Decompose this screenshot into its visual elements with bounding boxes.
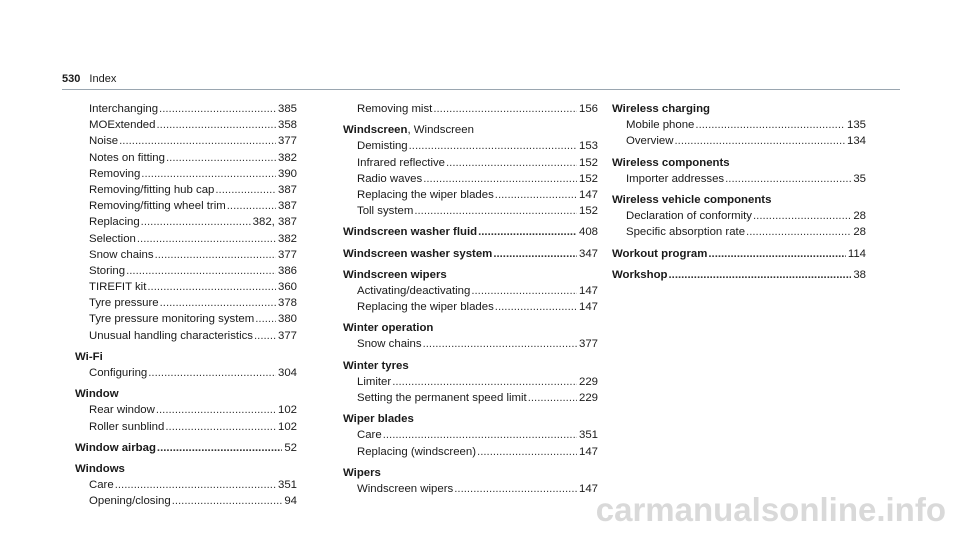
- watermark: carmanualsonline.info: [595, 491, 946, 528]
- page-reference: 360: [277, 281, 297, 294]
- page-reference: 102: [277, 404, 297, 417]
- index-heading: [343, 224, 598, 240]
- dot-leader: [674, 133, 845, 149]
- dot-leader: [126, 263, 276, 279]
- page-reference: 377: [277, 135, 297, 148]
- entry-label: Removing: [89, 167, 141, 180]
- entry-label: Windscreen wipers: [343, 268, 447, 281]
- entry-label: Notes on fitting: [89, 151, 165, 164]
- entry-label-suffix: , Windscreen: [407, 124, 474, 137]
- index-heading: [612, 155, 866, 171]
- entry-label: Setting the permanent speed limit: [357, 392, 527, 404]
- dot-leader: [668, 267, 851, 283]
- page-reference: 38: [853, 268, 866, 281]
- index-heading: [612, 246, 866, 262]
- entry-label: Rear window: [89, 404, 155, 417]
- entry-label: Removing/fitting hub cap: [89, 183, 215, 196]
- index-entry: [343, 187, 598, 203]
- page-reference: 347: [578, 247, 598, 260]
- entry-label: Infrared reflective: [357, 156, 445, 169]
- index-entry: [75, 101, 297, 117]
- entry-label: Winter tyres: [343, 359, 409, 372]
- page-reference: 408: [578, 226, 598, 239]
- entry-label: Wi-Fi: [75, 350, 103, 363]
- page-reference: 229: [578, 375, 598, 388]
- entry-label: Tyre pressure: [89, 297, 159, 310]
- page-reference: 28: [853, 226, 866, 239]
- entry-label: Storing: [89, 264, 126, 277]
- entry-label: Windscreen: [343, 124, 408, 137]
- index-heading: [343, 246, 598, 262]
- dot-leader: [423, 336, 577, 352]
- dot-leader: [148, 365, 276, 381]
- index-entry: [75, 133, 297, 149]
- dot-leader: [155, 247, 276, 263]
- index-heading: [75, 440, 297, 456]
- index-heading: [343, 411, 598, 427]
- entry-label: Tyre pressure monitoring system: [89, 313, 255, 326]
- entry-label: Replacing the wiper blades: [357, 301, 494, 314]
- index-entry: [75, 419, 297, 435]
- page-reference: 229: [578, 392, 598, 404]
- index-entry: [343, 283, 598, 299]
- entry-label: Opening/closing: [89, 495, 171, 508]
- page-reference: 114: [847, 247, 866, 260]
- dot-leader: [495, 299, 577, 315]
- dot-leader: [746, 224, 851, 240]
- index-entry: [343, 101, 598, 117]
- entry-label: Declaration of conformity: [626, 210, 752, 223]
- index-entry: [343, 336, 598, 352]
- dot-leader: [254, 328, 276, 344]
- dot-leader: [433, 101, 577, 117]
- index-column-3: [612, 101, 866, 283]
- entry-label: Wireless components: [612, 156, 730, 169]
- dot-leader: [708, 246, 845, 262]
- index-entry: [75, 247, 297, 263]
- index-entry: [343, 171, 598, 187]
- page-reference: 351: [277, 479, 297, 492]
- dot-leader: [141, 214, 251, 230]
- page-reference: 94: [284, 495, 297, 508]
- page-reference: 382: [277, 232, 297, 245]
- index-heading: [75, 386, 297, 402]
- dot-leader: [160, 295, 276, 311]
- dot-leader: [725, 171, 851, 187]
- section-title: Index: [89, 73, 117, 85]
- dot-leader: [255, 311, 276, 327]
- entry-label: Wireless charging: [612, 103, 711, 115]
- dot-leader: [409, 138, 577, 154]
- dot-leader: [166, 150, 276, 166]
- entry-label: Removing mist: [357, 103, 433, 115]
- page-number: 530: [62, 73, 81, 85]
- entry-label: Window airbag: [75, 441, 156, 454]
- index-heading: [343, 358, 598, 374]
- entry-label: Snow chains: [357, 338, 422, 351]
- entry-label: MOExtended: [89, 119, 156, 132]
- index-heading: [343, 267, 598, 283]
- page-reference: 156: [578, 103, 598, 115]
- entry-label: TIREFIT kit: [89, 281, 147, 294]
- page-reference: 390: [277, 167, 297, 180]
- entry-label: Winter operation: [343, 322, 434, 335]
- index-heading: [343, 122, 598, 138]
- page-reference: 147: [578, 301, 598, 314]
- entry-label: Unusual handling characteristics: [89, 329, 253, 342]
- dot-leader: [157, 440, 282, 456]
- page-reference: 147: [578, 482, 598, 495]
- index-entry: [343, 427, 598, 443]
- dot-leader: [753, 208, 851, 224]
- index-entry: [343, 444, 598, 460]
- entry-label: Snow chains: [89, 248, 154, 261]
- dot-leader: [477, 444, 577, 460]
- index-entry: [75, 182, 297, 198]
- index-heading: [75, 461, 297, 477]
- page-reference: 52: [284, 441, 297, 454]
- index-entry: [75, 365, 297, 381]
- index-entry: [343, 390, 598, 406]
- index-entry: [75, 231, 297, 247]
- dot-leader: [159, 101, 276, 117]
- index-heading: [75, 349, 297, 365]
- entry-label: Workshop: [612, 268, 668, 281]
- entry-label: Windows: [75, 462, 125, 475]
- page-reference: 304: [277, 367, 297, 379]
- index-entry: [75, 311, 297, 327]
- header-divider: [62, 89, 900, 90]
- index-entry: [75, 295, 297, 311]
- page-reference: 147: [578, 188, 598, 201]
- index-entry: [75, 150, 297, 166]
- dot-leader: [493, 246, 577, 262]
- entry-label: Noise: [89, 135, 119, 148]
- page-reference: 385: [277, 103, 297, 115]
- dot-leader: [172, 493, 283, 509]
- entry-label: Wiper blades: [343, 413, 414, 426]
- entry-label: Wipers: [343, 466, 381, 479]
- dot-leader: [423, 171, 577, 187]
- index-entry: [612, 171, 866, 187]
- dot-leader: [137, 231, 276, 247]
- dot-leader: [215, 182, 276, 198]
- entry-label: Window: [75, 388, 119, 401]
- index-entry: [75, 402, 297, 418]
- index-entry: [612, 133, 866, 149]
- index-entry: [75, 477, 297, 493]
- page-reference: 152: [578, 172, 598, 185]
- dot-leader: [165, 419, 276, 435]
- index-entry: [75, 166, 297, 182]
- index-entry: [75, 214, 297, 230]
- index-entry: [75, 328, 297, 344]
- index-entry: [75, 117, 297, 133]
- entry-label: Replacing (windscreen): [357, 445, 477, 458]
- page-reference: 382: [277, 151, 297, 164]
- index-entry: [612, 224, 866, 240]
- dot-leader: [383, 427, 577, 443]
- entry-label: Interchanging: [89, 103, 159, 115]
- entry-label: Limiter: [357, 375, 392, 388]
- index-heading: [343, 320, 598, 336]
- index-entry: [75, 263, 297, 279]
- entry-label: Overview: [626, 135, 674, 148]
- index-heading: [612, 267, 866, 283]
- page-reference: 386: [277, 264, 297, 277]
- entry-label: Workout program: [612, 247, 708, 260]
- page-header: [62, 73, 116, 86]
- page-reference: 378: [277, 297, 297, 310]
- dot-leader: [156, 117, 276, 133]
- index-entry: [75, 493, 297, 509]
- index-entry: [343, 203, 598, 219]
- index-entry: [75, 279, 297, 295]
- index-heading: [343, 465, 598, 481]
- index-entry: [343, 138, 598, 154]
- dot-leader: [414, 203, 577, 219]
- entry-label: Importer addresses: [626, 172, 725, 185]
- page-reference: 152: [578, 205, 598, 218]
- entry-label: Windscreen wipers: [357, 482, 454, 495]
- page-reference: 382, 387: [252, 216, 297, 229]
- page-reference: 358: [277, 119, 297, 132]
- index-entry: [343, 481, 598, 497]
- page-reference: 387: [277, 183, 297, 196]
- page-reference: 377: [578, 338, 598, 351]
- page-reference: 28: [853, 210, 866, 223]
- index-column-2: [343, 101, 598, 497]
- dot-leader: [454, 481, 577, 497]
- entry-label: Toll system: [357, 205, 414, 218]
- index-entry: [612, 208, 866, 224]
- entry-label: Care: [89, 479, 114, 492]
- dot-leader: [115, 477, 276, 493]
- entry-label: Mobile phone: [626, 119, 695, 132]
- entry-label: Replacing: [89, 216, 140, 229]
- page-reference: 152: [578, 156, 598, 169]
- dot-leader: [392, 374, 577, 390]
- page-reference: 135: [846, 119, 866, 132]
- page-reference: 351: [578, 429, 598, 442]
- dot-leader: [141, 166, 276, 182]
- page-reference: 102: [277, 420, 297, 433]
- page-reference: 377: [277, 329, 297, 342]
- entry-label: Windscreen washer fluid: [343, 226, 478, 239]
- dot-leader: [156, 402, 276, 418]
- entry-label: Removing/fitting wheel trim: [89, 200, 226, 213]
- entry-label: Roller sunblind: [89, 420, 165, 433]
- entry-label: Windscreen washer system: [343, 247, 493, 260]
- page-reference: 377: [277, 248, 297, 261]
- dot-leader: [147, 279, 276, 295]
- index-heading: [612, 101, 866, 117]
- index-entry: [343, 374, 598, 390]
- dot-leader: [528, 390, 577, 406]
- index-entry: [343, 155, 598, 171]
- page-reference: 147: [578, 284, 598, 297]
- index-entry: [343, 299, 598, 315]
- index-column-1: [75, 101, 297, 510]
- page-reference: 147: [578, 445, 598, 458]
- index-entry: [75, 198, 297, 214]
- dot-leader: [446, 155, 577, 171]
- dot-leader: [695, 117, 845, 133]
- index-entry: [612, 117, 866, 133]
- entry-label: Wireless vehicle components: [612, 193, 772, 206]
- entry-label: Selection: [89, 232, 136, 245]
- entry-label: Configuring: [89, 367, 148, 379]
- page-reference: 153: [578, 140, 598, 153]
- dot-leader: [227, 198, 276, 214]
- dot-leader: [495, 187, 577, 203]
- entry-label: Demisting: [357, 140, 408, 153]
- entry-label: Radio waves: [357, 172, 423, 185]
- entry-label: Replacing the wiper blades: [357, 188, 494, 201]
- index-heading: [612, 192, 866, 208]
- dot-leader: [471, 283, 577, 299]
- page-reference: 134: [846, 135, 866, 148]
- page-reference: 35: [853, 172, 866, 185]
- entry-label: Care: [357, 429, 382, 442]
- dot-leader: [119, 133, 276, 149]
- page-reference: 380: [277, 313, 297, 326]
- entry-label: Activating/deactivating: [357, 284, 471, 297]
- entry-label: Specific absorption rate: [626, 226, 746, 239]
- dot-leader: [478, 224, 577, 240]
- page-reference: 387: [277, 200, 297, 213]
